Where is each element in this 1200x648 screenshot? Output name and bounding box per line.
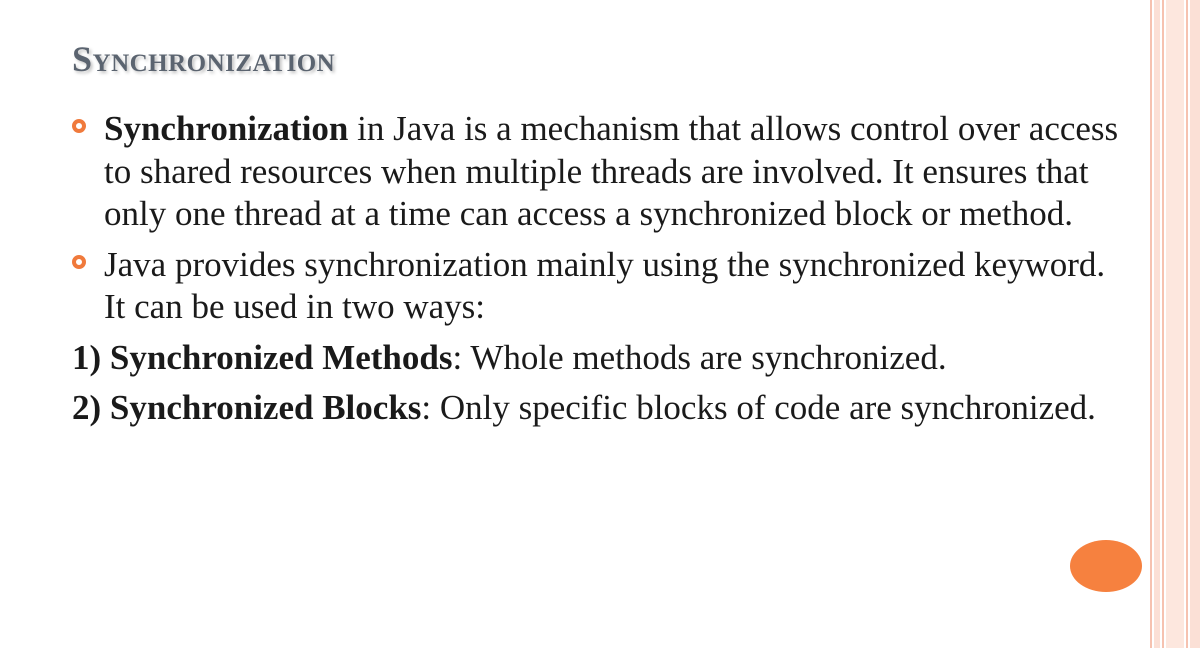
bullet-item [72,108,1132,236]
stripe [1186,0,1188,648]
decorative-stripes [1150,0,1200,648]
numbered-item [72,337,1132,380]
bullet-circle-icon [72,119,86,133]
orange-oval-decoration [1070,540,1142,592]
bullet-circle-icon [72,255,86,269]
bullet-bold-text: Synchronization [104,109,349,148]
stripe [1162,0,1164,648]
stripe [1190,0,1200,648]
numbered-text: : Whole methods are synchronized. [452,337,947,377]
bullet-item [72,244,1132,329]
numbered-bold-text: 1) Synchronized Methods [72,337,453,377]
bullet-text: in Java is a mechanism that allows control over access to shared resources when multiple threads are involved. It ensures that only one thread at a time can access a synchronized block or method. [104,109,1119,233]
slide-content [72,108,1132,438]
stripe [1154,0,1160,648]
stripe [1150,0,1152,648]
stripe [1166,0,1184,648]
numbered-bold-text: 2) Synchronized Blocks [72,388,422,427]
numbered-text: : Only specific blocks of code are synchronized. [421,388,1096,427]
slide-title: Synchronization [72,39,336,79]
bullet-text: Java provides synchronization mainly using the synchronized keyword. It can be used in two ways: [104,244,1106,326]
numbered-item [72,387,1132,430]
